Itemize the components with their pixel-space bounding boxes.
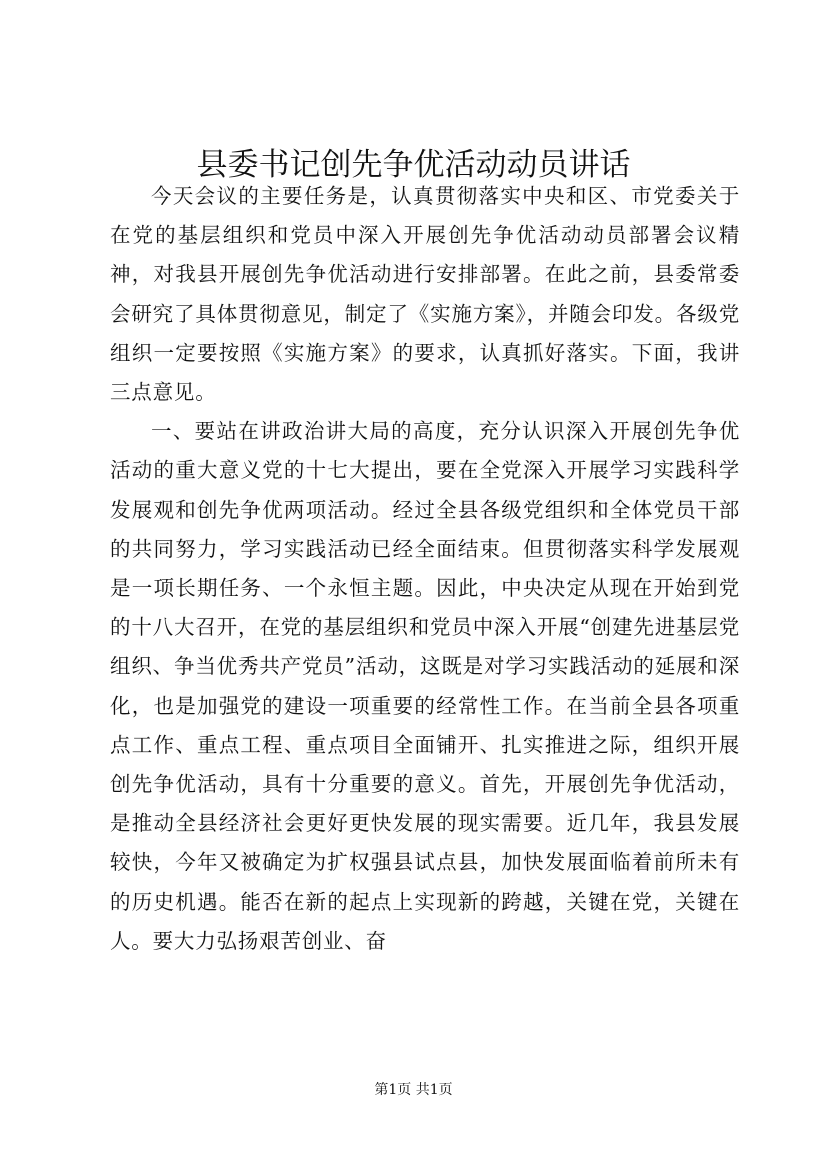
paragraph-2: 一、要站在讲政治讲大局的高度，充分认识深入开展创先争优活动的重大意义党的十七大提出，要在全党深入开展学习实践科学发展观和创先争优两项活动。经过全县各级党组织和全体党员干部的共同努力，学习实践活动已经全面结束。但贯彻落实科学发展观是一项长期任务、一个永恒主题。因此，中央决定从现在开始到党的十八大召开，在党的基层组织和党员中深入开展“创建先进基层党组织、争当优秀共产党员”活动，这既是对学习实践活动的延展和深化，也是加强党的建设一项重要的经常性工作。在当前全县各项重点工作、重点工程、重点项目全面铺开、扎实推进之际，组织开展创先争优活动，具有十分重要的意义。首先，开展创先争优活动，是推动全县经济社会更好更快发展的现实需要。近几年，我县发展较快，今年又被确定为扩权强县试点县，加快发展面临着前所未有的历史机遇。能否在新的起点上实现新的跨越，关键在党，关键在人。要大力弘扬艰苦创业、奋 <box>110 419 740 953</box>
page-footer: 第1页 共1页 <box>374 1082 453 1098</box>
document-title: 县委书记创先争优活动动员讲话 <box>196 147 631 183</box>
document-body <box>110 177 740 961</box>
paragraph-1: 今天会议的主要任务是，认真贯彻落实中央和区、市党委关于在党的基层组织和党员中深入开展创先争优活动动员部署会议精神，对我县开展创先争优活动进行安排部署。在此之前，县委常委会研究了具体贯彻意见，制定了《实施方案》，并随会印发。各级党组织一定要按照《实施方案》的要求，认真抓好落实。下面，我讲三点意见。 <box>110 184 740 405</box>
